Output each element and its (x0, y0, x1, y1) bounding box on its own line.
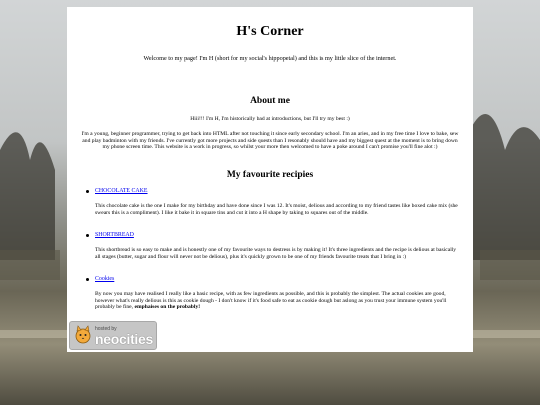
bullet-icon (86, 278, 89, 281)
recipe-link-chocolate-cake[interactable]: CHOCOLATE CAKE (95, 188, 148, 194)
page-title: H's Corner (236, 24, 304, 39)
favourites-heading: My favourite recipies (226, 170, 314, 180)
neocities-badge[interactable] (69, 321, 157, 350)
recipe-link-cookies[interactable]: Cookies (95, 276, 115, 282)
recipe-description: This shortbread is so easy to make and is honestly one of my favourite ways to destress is by making it! It's three ingredients and the recipe is delious at basically all stages (butter, sugar and flour will never not be delious), plus it's quickly grown to be one of my friends favourite treats that I bring in :) (95, 247, 457, 260)
hosted-by-label: hosted by (95, 326, 117, 332)
recipe-description: This chocolate cake is the one I make for my birthday and have done since I was 12. It's moist, delious and according to my friend tastes like boxed cake mix (she swears this is a compliment). I like it bake it in square tins and cut it into a H shape by taking to squares out of the middle. (95, 203, 458, 216)
neocities-brand: neocities (95, 331, 153, 347)
bullet-icon (86, 190, 89, 193)
intro-text: Welcome to my page! I'm H (short for my social's hippopetal) and this is my little slice of the internet. (143, 55, 397, 62)
content-panel (67, 7, 473, 352)
recipe-link-shortbread[interactable]: SHORTBREAD (95, 232, 134, 238)
about-body: I'm a young, beginner programmer, trying to get back into HTML after not touching it since early secondary school. I'm an aries, and in my free time I love to bake, sew and play badminton with my friends. I've currently got more projects and side quests than I resonably should have and my biggest quest at the moment is to bring down my phone screen time. This website is a work in progress, so whilst your more then welcomed to have a poke around I can't promise you'll fine alot :) (81, 131, 459, 150)
recipe-description-text: By now you may have realised I really like a basic recipe, with as few ingredients as possible, and this is probably the simplest. The actual cookies are good, however what's really delious is this as cookie dough - I don't know if it's food safe to eat as cookie dough but aslong as you trust your immune system you'll probably be fine, (95, 291, 447, 310)
recipe-emphasis: emphaises on the probably! (134, 304, 201, 310)
about-greeting: Hiii!!! I'm H, I'm historically bad at introductions, but I'll try my best :) (190, 116, 350, 122)
recipe-description (95, 291, 461, 311)
about-heading: About me (250, 96, 290, 106)
neocities-cat-icon (74, 325, 92, 345)
bullet-icon (86, 234, 89, 237)
